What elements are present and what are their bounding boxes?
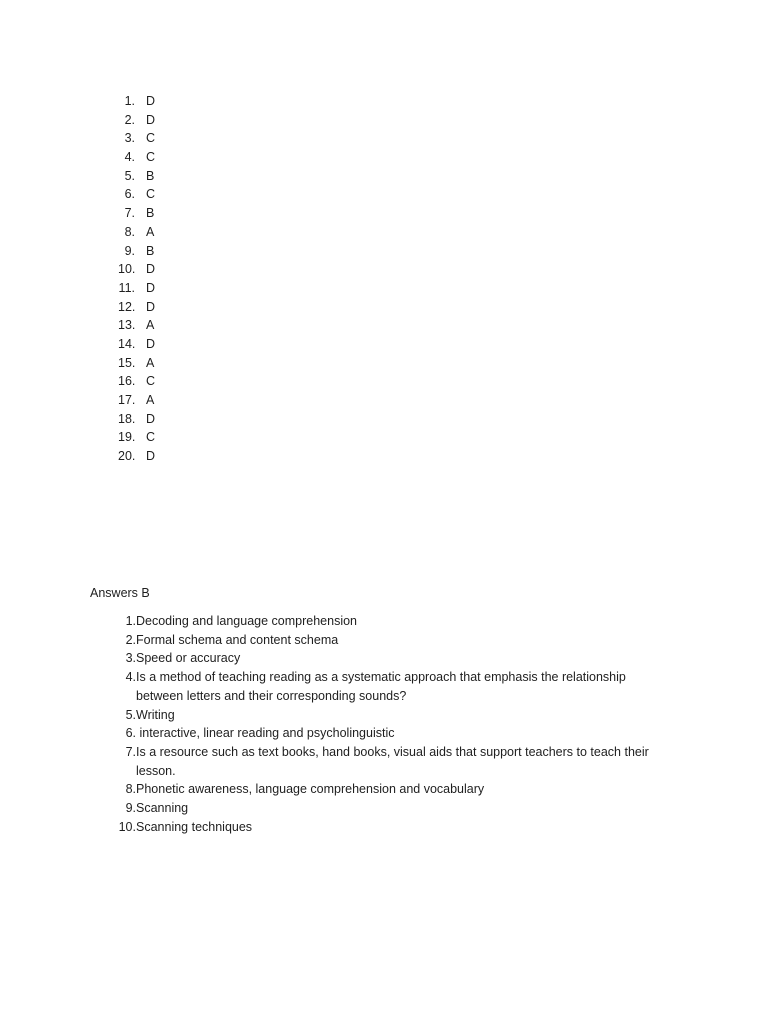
item-number: 6. xyxy=(124,187,135,202)
item-number: 14. xyxy=(118,336,136,351)
item-number: 1. xyxy=(125,614,136,628)
item-text: Formal schema and content schema xyxy=(136,632,339,647)
item-answer: D xyxy=(146,411,156,426)
list-item xyxy=(118,111,155,130)
item-number: 6. xyxy=(125,726,136,741)
list-item xyxy=(118,391,155,410)
item-number: 1. xyxy=(124,94,135,108)
item-answer: A xyxy=(146,393,155,407)
list-item xyxy=(100,706,670,725)
item-number: 9. xyxy=(125,801,136,816)
item-answer: A xyxy=(146,355,155,370)
item-number: 2. xyxy=(125,632,136,647)
item-answer: D xyxy=(146,112,156,127)
list-item xyxy=(118,298,155,317)
item-text: interactive, linear reading and psycholinguistic xyxy=(136,726,395,741)
list-item xyxy=(118,372,155,391)
item-text: Scanning techniques xyxy=(136,819,253,834)
item-answer: D xyxy=(146,94,156,108)
item-number: 15. xyxy=(118,355,136,370)
item-number: 8. xyxy=(125,782,136,797)
list-item xyxy=(118,223,155,242)
list-item xyxy=(100,649,670,668)
item-number: 10. xyxy=(118,819,136,834)
list-item xyxy=(100,780,670,799)
list-item xyxy=(100,724,670,743)
list-item xyxy=(100,799,670,818)
list-item xyxy=(118,204,155,223)
item-answer: D xyxy=(146,280,156,295)
item-number: 12. xyxy=(118,299,136,314)
item-number: 3. xyxy=(125,651,136,666)
item-answer: C xyxy=(146,374,156,389)
list-item xyxy=(118,167,155,186)
item-number: 7. xyxy=(125,744,136,759)
item-answer: B xyxy=(146,168,155,183)
list-item xyxy=(118,428,155,447)
item-text: Is a resource such as text books, hand books, visual aids that support teachers to teach their lesson. xyxy=(136,744,649,778)
item-answer: B xyxy=(146,243,155,258)
list-item xyxy=(100,743,670,780)
item-text: Decoding and language comprehension xyxy=(136,614,357,628)
list-item xyxy=(118,92,155,111)
list-item xyxy=(100,818,670,837)
item-number: 4. xyxy=(125,670,136,685)
item-number: 19. xyxy=(118,430,136,445)
item-text: Writing xyxy=(136,707,175,722)
answers-a-list xyxy=(118,92,155,466)
item-answer: C xyxy=(146,131,156,146)
item-answer: D xyxy=(146,336,156,351)
list-item xyxy=(100,612,670,631)
item-answer: D xyxy=(146,449,156,464)
item-answer: C xyxy=(146,187,156,202)
list-item xyxy=(118,316,155,335)
item-number: 2. xyxy=(124,112,135,127)
list-item xyxy=(118,148,155,167)
item-number: 13. xyxy=(118,318,136,333)
list-item xyxy=(118,129,155,148)
item-text: Scanning xyxy=(136,801,189,816)
item-answer: C xyxy=(146,150,156,165)
item-number: 7. xyxy=(124,206,135,221)
item-number: 16. xyxy=(118,374,136,389)
list-item xyxy=(118,354,155,373)
section-heading: Answers B xyxy=(90,586,150,600)
item-answer: A xyxy=(146,224,155,239)
item-number: 10. xyxy=(118,262,136,277)
list-item xyxy=(118,335,155,354)
item-number: 18. xyxy=(118,411,136,426)
item-number: 5. xyxy=(125,707,136,722)
item-answer: A xyxy=(146,318,155,333)
list-item xyxy=(118,242,155,261)
answers-b-list xyxy=(100,612,670,836)
item-number: 17. xyxy=(118,393,136,407)
item-number: 5. xyxy=(124,168,135,183)
list-item xyxy=(118,185,155,204)
item-text: Phonetic awareness, language comprehension and vocabulary xyxy=(136,782,485,797)
item-text: Is a method of teaching reading as a systematic approach that emphasis the relationship between letters and their corresponding sounds? xyxy=(136,670,626,703)
list-item xyxy=(118,279,155,298)
item-number: 11. xyxy=(118,280,135,295)
list-item xyxy=(118,260,155,279)
item-number: 20. xyxy=(118,449,136,464)
list-item xyxy=(118,410,155,429)
list-item xyxy=(118,447,155,466)
item-answer: D xyxy=(146,299,156,314)
item-number: 4. xyxy=(124,150,135,165)
item-text: Speed or accuracy xyxy=(136,651,241,666)
list-item xyxy=(100,668,670,705)
list-item xyxy=(100,631,670,650)
item-answer: B xyxy=(146,206,155,221)
item-number: 9. xyxy=(124,243,135,258)
item-number: 3. xyxy=(124,131,135,146)
item-answer: C xyxy=(146,430,156,445)
item-answer: D xyxy=(146,262,156,277)
item-number: 8. xyxy=(124,224,135,239)
